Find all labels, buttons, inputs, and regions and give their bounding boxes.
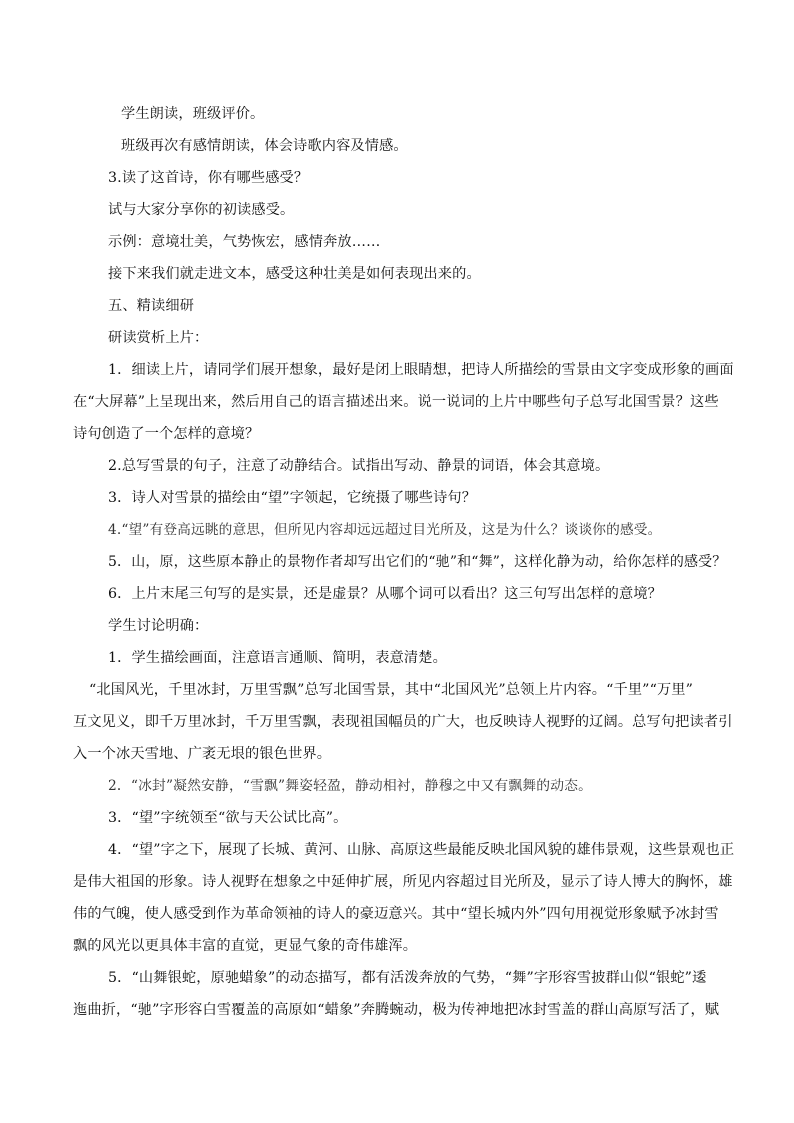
- text-line-2: 班级再次有感情朗读，体会诗歌内容及情感。: [121, 138, 408, 154]
- answer-2: 2．“冰封”凝然安静，“雪飘”舞姿轻盈，静动相衬，静穆之中又有飘舞的动态。: [108, 778, 593, 794]
- answer-1-detail-line-2: 互文见义，即千万里冰封，千万里雪飘，表现祖国幅员的广大，也反映诗人视野的辽阔。总写句把读者引: [73, 714, 733, 730]
- answer-4-line-4: 飘的风光以更具体丰富的直觉，更显气象的奇伟雄浑。: [73, 938, 418, 954]
- text-line-4: 试与大家分享你的初读感受。: [108, 202, 295, 218]
- answer-4-line-3: 伟的气魄，使人感受到作为革命领袖的诗人的豪迈意兴。其中“望长城内外”四句用视觉形象赋予冰封雪: [73, 906, 719, 922]
- answer-4-line-2: 是伟大祖国的形象。诗人视野在想象之中延伸扩展，所见内容超过目光所及，显示了诗人博大的胸怀，雄: [73, 874, 733, 890]
- subheading: 研读赏析上片：: [108, 330, 209, 346]
- section-heading: 五、精读细研: [108, 298, 195, 314]
- answer-1: 1．学生描绘画面，注意语言通顺、简明，表意清楚。: [108, 650, 447, 666]
- answer-3: 3．“望”字统领至“欲与天公试比高”。: [108, 810, 348, 826]
- answer-5-line-1: 5．“山舞银蛇，原驰蜡象”的动态描写，都有活泼奔放的气势，“舞”字形容雪披群山似“银蛇”逶: [108, 970, 707, 986]
- answer-1-detail-line-3: 入一个冰天雪地、广袤无垠的银色世界。: [73, 746, 332, 762]
- question-3: 3．诗人对雪景的描绘由“望”字领起，它统摄了哪些诗句？: [108, 490, 477, 506]
- text-line-1: 学生朗读，班级评价。: [121, 106, 265, 122]
- text-line-5: 示例：意境壮美，气势恢宏，感情奔放……: [108, 234, 381, 250]
- answer-4-line-1: 4．“望”字之下，展现了长城、黄河、山脉、高原这些最能反映北国风貌的雄伟景观，这些景观也正: [108, 842, 735, 858]
- text-line-6: 接下来我们就走进文本，感受这种壮美是如何表现出来的。: [108, 266, 481, 282]
- question-5: 5．山，原，这些原本静止的景物作者却写出它们的“驰”和“舞”，这样化静为动，给你怎样的感受？: [108, 554, 727, 570]
- question-4: 4.“望”有登高远眺的意思，但所见内容却远远超过目光所及，这是为什么？谈谈你的感受。: [108, 522, 662, 538]
- question-2: 2.总写雪景的句子，注意了动静结合。试指出写动、静景的词语，体会其意境。: [108, 458, 610, 474]
- discussion-heading: 学生讨论明确：: [108, 618, 209, 634]
- text-line-3: 3.读了这首诗，你有哪些感受？: [108, 170, 309, 186]
- answer-1-detail-line-1: “北国风光，千里冰封，万里雪飘”总写北国雪景，其中“北国风光”总领上片内容。“千里”“万里”: [89, 682, 694, 698]
- question-1-line-1: 1．细读上片，请同学们展开想象，最好是闭上眼睛想，把诗人所描绘的雪景由文字变成形象的画面: [108, 362, 734, 378]
- question-1-line-3: 诗句创造了一个怎样的意境？: [73, 426, 260, 442]
- answer-5-line-2: 迤曲折，“驰”字形容白雪覆盖的高原如“蜡象”奔腾蜿动，极为传神地把冰封雪盖的群山高原写活了，赋: [73, 1002, 720, 1018]
- question-1-line-2: 在“大屏幕”上呈现出来，然后用自己的语言描述出来。说一说词的上片中哪些句子总写北国雪景？这些: [73, 394, 719, 410]
- question-6: 6．上片末尾三句写的是实景，还是虚景？从哪个词可以看出？这三句写出怎样的意境？: [108, 586, 663, 602]
